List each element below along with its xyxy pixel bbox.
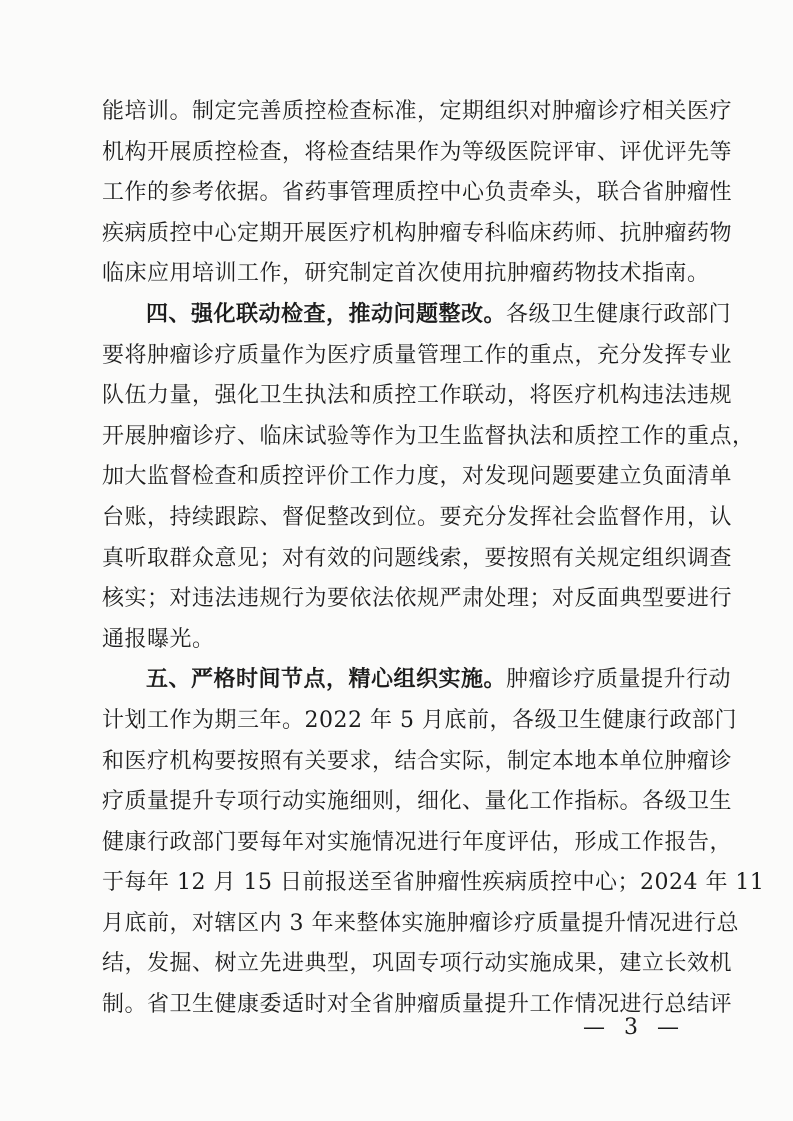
text-line: 台账，持续跟踪、督促整改到位。要充分发挥社会监督作用，认 — [102, 504, 733, 530]
text-line: 制。省卫生健康委适时对全省肿瘤质量提升工作情况进行总结评 — [102, 992, 733, 1018]
section-4-first-line — [102, 295, 732, 336]
text-line: 疾病质控中心定期开展医疗机构肿瘤专科临床药师、抗肿瘤药物 — [102, 220, 733, 246]
section-5-heading: 五、严格时间节点，精心组织实施。 — [146, 667, 507, 693]
text-line: 能培训。制定完善质控检查标准，定期组织对肿瘤诊疗相关医疗 — [102, 99, 733, 124]
page-number: — 3 — — [583, 1015, 685, 1040]
text-line: 结，发掘、树立先进典型，巩固专项行动实施成果，建立长效机 — [102, 951, 733, 977]
text-line: 和医疗机构要按照有关要求，结合实际，制定本地本单位肿瘤诊 — [102, 748, 733, 774]
text-line: 工作的参考依据。省药事管理质控中心负责牵头，联合省肿瘤性 — [102, 180, 733, 206]
text-line: 计划工作为期三年。2022 年 5 月底前，各级卫生健康行政部门 — [102, 707, 737, 733]
text-line: 健康行政部门要每年对实施情况进行年度评估，形成工作报告， — [102, 829, 733, 855]
text-line: 月底前，对辖区内 3 年来整体实施肿瘤诊疗质量提升情况进行总 — [102, 910, 739, 936]
section-4-first-line-text: 各级卫生健康行政部门 — [506, 301, 732, 327]
text-line: 疗质量提升专项行动实施细则，细化、量化工作指标。各级卫生 — [102, 789, 733, 815]
text-line: 核实；对违法违规行为要依法依规严肃处理；对反面典型要进行 — [102, 586, 733, 612]
text-line: 加大监督检查和质控评价工作力度，对发现问题要建立负面清单 — [102, 464, 733, 490]
text-line: 开展肿瘤诊疗、临床试验等作为卫生监督执法和质控工作的重点， — [102, 423, 755, 449]
body-text — [102, 92, 765, 1026]
section-4-heading: 四、强化联动检查，推动问题整改。 — [146, 301, 507, 327]
section-5-first-line — [102, 660, 732, 701]
text-line: 真听取群众意见；对有效的问题线索，要按照有关规定组织调查 — [102, 545, 733, 571]
text-line: 临床应用培训工作，研究制定首次使用抗肿瘤药物技术指南。 — [102, 261, 710, 287]
text-line: 队伍力量，强化卫生执法和质控工作联动，将医疗机构违法违规 — [102, 383, 733, 409]
text-line: 机构开展质控检查，将检查结果作为等级医院评审、评优评先等 — [102, 139, 733, 165]
text-line: 于每年 12 月 15 日前报送至省肿瘤性疾病质控中心；2024 年 11 — [102, 870, 765, 896]
text-line: 通报曝光。 — [102, 626, 215, 652]
section-5-first-line-text: 肿瘤诊疗质量提升行动 — [506, 667, 732, 693]
text-line: 要将肿瘤诊疗质量作为医疗质量管理工作的重点，充分发挥专业 — [102, 342, 733, 368]
